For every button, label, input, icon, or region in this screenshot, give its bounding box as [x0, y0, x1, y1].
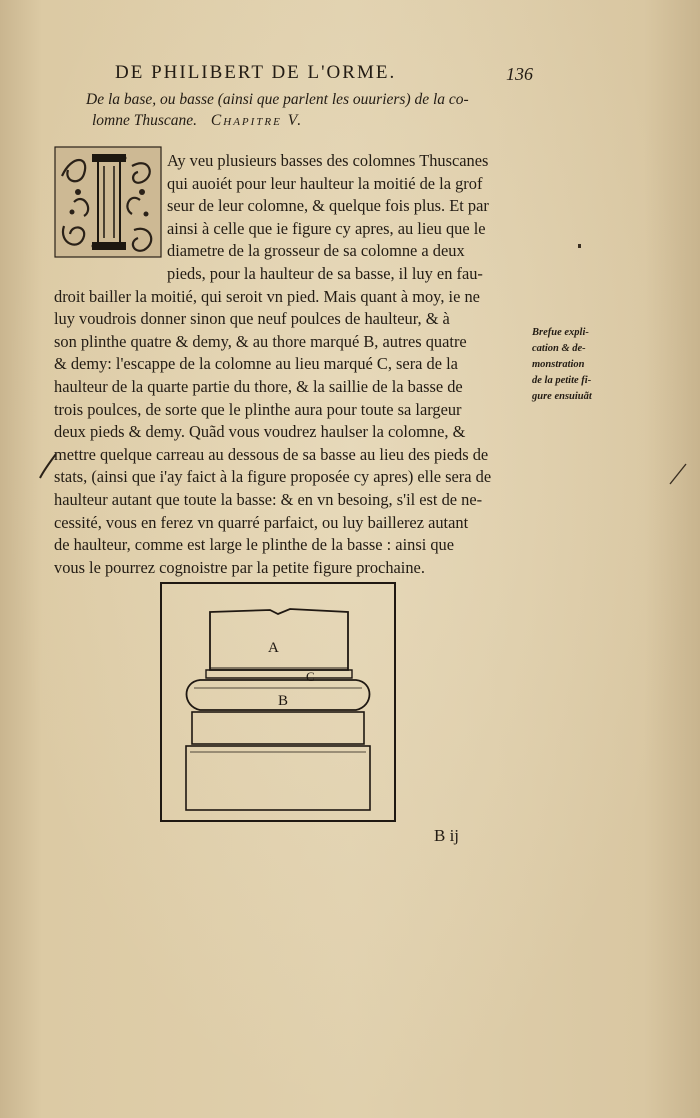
figure-label-a: A [268, 640, 279, 656]
marginal-line: cation & de- [532, 343, 586, 354]
body-line: vous le pourrez cognoistre par la petite figure prochaine. [54, 557, 425, 577]
body-line: trois poulces, de sorte que le plinthe aura pour toute sa largeur [54, 399, 462, 419]
body-line: pieds, pour la haulteur de sa basse, il luy en fau- [167, 263, 483, 283]
body-line: de haulteur, comme est large le plinthe de la basse : ainsi que [54, 535, 455, 555]
chapter-title [86, 89, 526, 131]
body-text [50, 150, 530, 579]
pencil-stroke-icon [668, 462, 688, 490]
body-line: cessité, vous en ferez vn quarré parfaict, ou luy baillerez autant [54, 512, 469, 532]
body-line: diametre de la grosseur de sa colomne a deux [167, 241, 465, 261]
chapter-number: Chapitre V. [210, 112, 304, 129]
chapter-title-line-1: De la base, ou basse (ainsi que parlent les ouuriers) de la co- [86, 91, 469, 108]
marginal-line: de la petite fi- [532, 375, 592, 386]
figure-label-b: B [278, 693, 289, 709]
body-line: seur de leur colomne, & quelque fois plus. Et par [167, 196, 489, 216]
column-base-figure [160, 582, 396, 822]
marginal-line: gure ensuiuãt [532, 391, 592, 402]
running-head: DE PHILIBERT DE L'ORME. [115, 62, 397, 83]
body-line: Ay veu plusieurs basses des colomnes Thuscanes [167, 151, 489, 170]
body-line: ainsi à celle que ie figure cy apres, au lieu que le [167, 218, 486, 238]
body-line: haulteur autant que toute la basse: & en vn besoing, s'il est de ne- [54, 489, 483, 509]
body-line: mettre quelque carreau au dessous de sa basse au lieu des pieds de [54, 444, 489, 464]
marginal-note [532, 325, 622, 405]
signature-mark: B ij [434, 826, 460, 845]
figure-label-c: C [306, 669, 315, 684]
body-line: luy voudrois donner sinon que neuf poulces de haulteur, & à [54, 309, 450, 329]
body-line: deux pieds & demy. Quãd vous voudrez haulser la colomne, & [54, 422, 466, 442]
chapter-title-line-2: lomne Thuscane. [92, 112, 198, 129]
body-line: & demy: l'escappe de la colomne au lieu marqué C, sera de la [54, 354, 458, 374]
body-line: haulteur de la quarte partie du thore, & la saillie de la basse de [54, 376, 463, 396]
ink-stroke-icon [36, 452, 60, 486]
body-line: son plinthe quatre & demy, & au thore marqué B, autres quatre [54, 331, 467, 351]
body-line: droit bailler la moitié, qui seroit vn pied. Mais quant à moy, ie ne [54, 286, 480, 306]
marginal-line: Brefue expli- [532, 327, 589, 338]
body-line: stats, (ainsi que i'ay faict à la figure proposée cy apres) elle sera de [54, 467, 492, 487]
marginal-line: monstration [532, 359, 585, 370]
ink-mark [578, 244, 581, 248]
body-line: qui auoiét pour leur haulteur la moitié de la grof [167, 173, 483, 193]
folio-number: 136 [506, 64, 533, 84]
